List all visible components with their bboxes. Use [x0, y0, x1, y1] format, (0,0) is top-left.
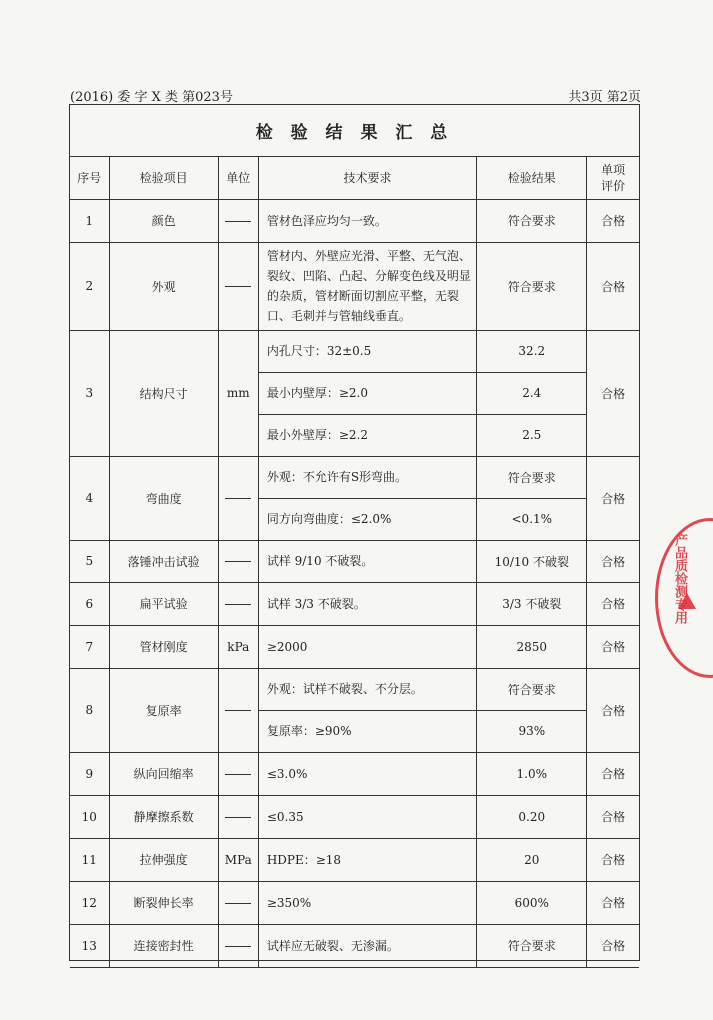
row-unit: MPa	[218, 838, 258, 881]
row-unit	[218, 752, 258, 795]
row-number: 1	[70, 199, 109, 242]
row-evaluation: 合格	[587, 199, 639, 242]
row-evaluation: 合格	[587, 242, 639, 330]
row-number: 6	[70, 582, 109, 625]
row-item: 外观	[109, 242, 218, 330]
table-row	[70, 456, 639, 498]
row-requirement: ≥350%	[258, 881, 476, 924]
row-item: 静摩擦系数	[109, 795, 218, 838]
row-evaluation: 合格	[587, 795, 639, 838]
row-unit	[218, 795, 258, 838]
row-result: 2.4	[477, 372, 587, 414]
dash-mark	[225, 710, 251, 711]
table-row	[70, 795, 639, 838]
row-item: 拉伸强度	[109, 838, 218, 881]
dash-mark	[225, 498, 251, 499]
row-result: <0.1%	[477, 498, 587, 540]
row-evaluation: 合格	[587, 456, 639, 540]
inspection-stamp	[655, 518, 713, 678]
dash-mark	[225, 604, 251, 605]
table-row	[70, 625, 639, 668]
row-evaluation: 合格	[587, 668, 639, 752]
row-number: 12	[70, 881, 109, 924]
row-unit	[218, 924, 258, 967]
table-header-row	[70, 157, 639, 199]
row-evaluation: 合格	[587, 540, 639, 582]
row-requirement: HDPE：≥18	[258, 838, 476, 881]
row-item: 管材刚度	[109, 625, 218, 668]
row-number: 4	[70, 456, 109, 540]
summary-title: 检 验 结 果 汇 总	[70, 105, 639, 157]
row-unit	[218, 582, 258, 625]
row-evaluation: 合格	[587, 838, 639, 881]
col-header-item: 检验项目	[109, 157, 218, 199]
row-requirement: 内孔尺寸：32±0.5	[258, 330, 476, 372]
row-item: 颜色	[109, 199, 218, 242]
row-requirement: 试样 3/3 不破裂。	[258, 582, 476, 625]
row-result: 符合要求	[477, 242, 587, 330]
dash-mark	[225, 221, 251, 222]
col-header-result: 检验结果	[477, 157, 587, 199]
row-number: 7	[70, 625, 109, 668]
table-row	[70, 330, 639, 372]
table-row	[70, 924, 639, 967]
row-number: 5	[70, 540, 109, 582]
col-header-evaluation	[587, 157, 639, 199]
results-frame	[69, 104, 640, 961]
row-evaluation: 合格	[587, 924, 639, 967]
row-item: 复原率	[109, 668, 218, 752]
row-requirement: ≥2000	[258, 625, 476, 668]
row-unit: kPa	[218, 625, 258, 668]
row-requirement: 试样应无破裂、无渗漏。	[258, 924, 476, 967]
row-number: 11	[70, 838, 109, 881]
row-item: 落锤冲击试验	[109, 540, 218, 582]
row-number: 13	[70, 924, 109, 967]
row-result: 符合要求	[477, 924, 587, 967]
row-requirement: ≤3.0%	[258, 752, 476, 795]
row-result: 20	[477, 838, 587, 881]
row-result: 10/10 不破裂	[477, 540, 587, 582]
row-result: 符合要求	[477, 199, 587, 242]
dash-mark	[225, 774, 251, 775]
table-row	[70, 582, 639, 625]
row-evaluation: 合格	[587, 752, 639, 795]
row-item: 扁平试验	[109, 582, 218, 625]
row-evaluation: 合格	[587, 881, 639, 924]
row-result: 1.0%	[477, 752, 587, 795]
row-requirement: 最小内壁厚：≥2.0	[258, 372, 476, 414]
table-row	[70, 668, 639, 710]
table-row	[70, 752, 639, 795]
row-requirement: 最小外壁厚：≥2.2	[258, 414, 476, 456]
row-item: 连接密封性	[109, 924, 218, 967]
row-result: 符合要求	[477, 668, 587, 710]
row-unit: mm	[218, 330, 258, 456]
row-requirement: 外观：不允许有S形弯曲。	[258, 456, 476, 498]
row-requirement: 同方向弯曲度：≤2.0%	[258, 498, 476, 540]
row-result: 93%	[477, 710, 587, 752]
stamp-star-icon	[678, 593, 696, 609]
col-header-evaluation-text: 单项评价	[601, 162, 626, 193]
row-result: 32.2	[477, 330, 587, 372]
row-evaluation: 合格	[587, 582, 639, 625]
dash-mark	[225, 903, 251, 904]
row-requirement: 管材色泽应均匀一致。	[258, 199, 476, 242]
row-item: 结构尺寸	[109, 330, 218, 456]
col-header-unit: 单位	[218, 157, 258, 199]
dash-mark	[225, 286, 251, 287]
row-number: 8	[70, 668, 109, 752]
row-item: 纵向回缩率	[109, 752, 218, 795]
table-row	[70, 540, 639, 582]
table-row	[70, 881, 639, 924]
dash-mark	[225, 561, 251, 562]
row-item: 弯曲度	[109, 456, 218, 540]
row-number: 2	[70, 242, 109, 330]
row-number: 3	[70, 330, 109, 456]
table-row	[70, 242, 639, 330]
page-header	[70, 86, 641, 105]
row-unit	[218, 668, 258, 752]
page-info: 共3页 第2页	[568, 90, 641, 105]
row-requirement: 外观：试样不破裂、不分层。	[258, 668, 476, 710]
row-unit	[218, 199, 258, 242]
results-table	[70, 157, 639, 968]
row-evaluation: 合格	[587, 330, 639, 456]
row-evaluation: 合格	[587, 625, 639, 668]
row-unit	[218, 456, 258, 540]
row-number: 10	[70, 795, 109, 838]
row-result: 3/3 不破裂	[477, 582, 587, 625]
row-result: 0.20	[477, 795, 587, 838]
row-unit	[218, 540, 258, 582]
stamp-text: 产品质检测专用	[672, 533, 687, 624]
col-header-no: 序号	[70, 157, 109, 199]
row-result: 600%	[477, 881, 587, 924]
row-result: 2.5	[477, 414, 587, 456]
doc-number: (2016) 委 字 X 类 第023号	[70, 90, 233, 105]
dash-mark	[225, 817, 251, 818]
table-row	[70, 199, 639, 242]
row-requirement: 试样 9/10 不破裂。	[258, 540, 476, 582]
dash-mark	[225, 946, 251, 947]
row-unit	[218, 881, 258, 924]
table-row	[70, 838, 639, 881]
row-result: 2850	[477, 625, 587, 668]
row-requirement: ≤0.35	[258, 795, 476, 838]
row-item: 断裂伸长率	[109, 881, 218, 924]
col-header-requirement: 技术要求	[258, 157, 476, 199]
row-number: 9	[70, 752, 109, 795]
row-requirement: 管材内、外壁应光滑、平整、无气泡、裂纹、凹陷、凸起、分解变色线及明显的杂质，管材断面切割应平整，无裂口、毛刺并与管轴线垂直。	[258, 242, 476, 330]
row-unit	[218, 242, 258, 330]
row-result: 符合要求	[477, 456, 587, 498]
row-requirement: 复原率：≥90%	[258, 710, 476, 752]
